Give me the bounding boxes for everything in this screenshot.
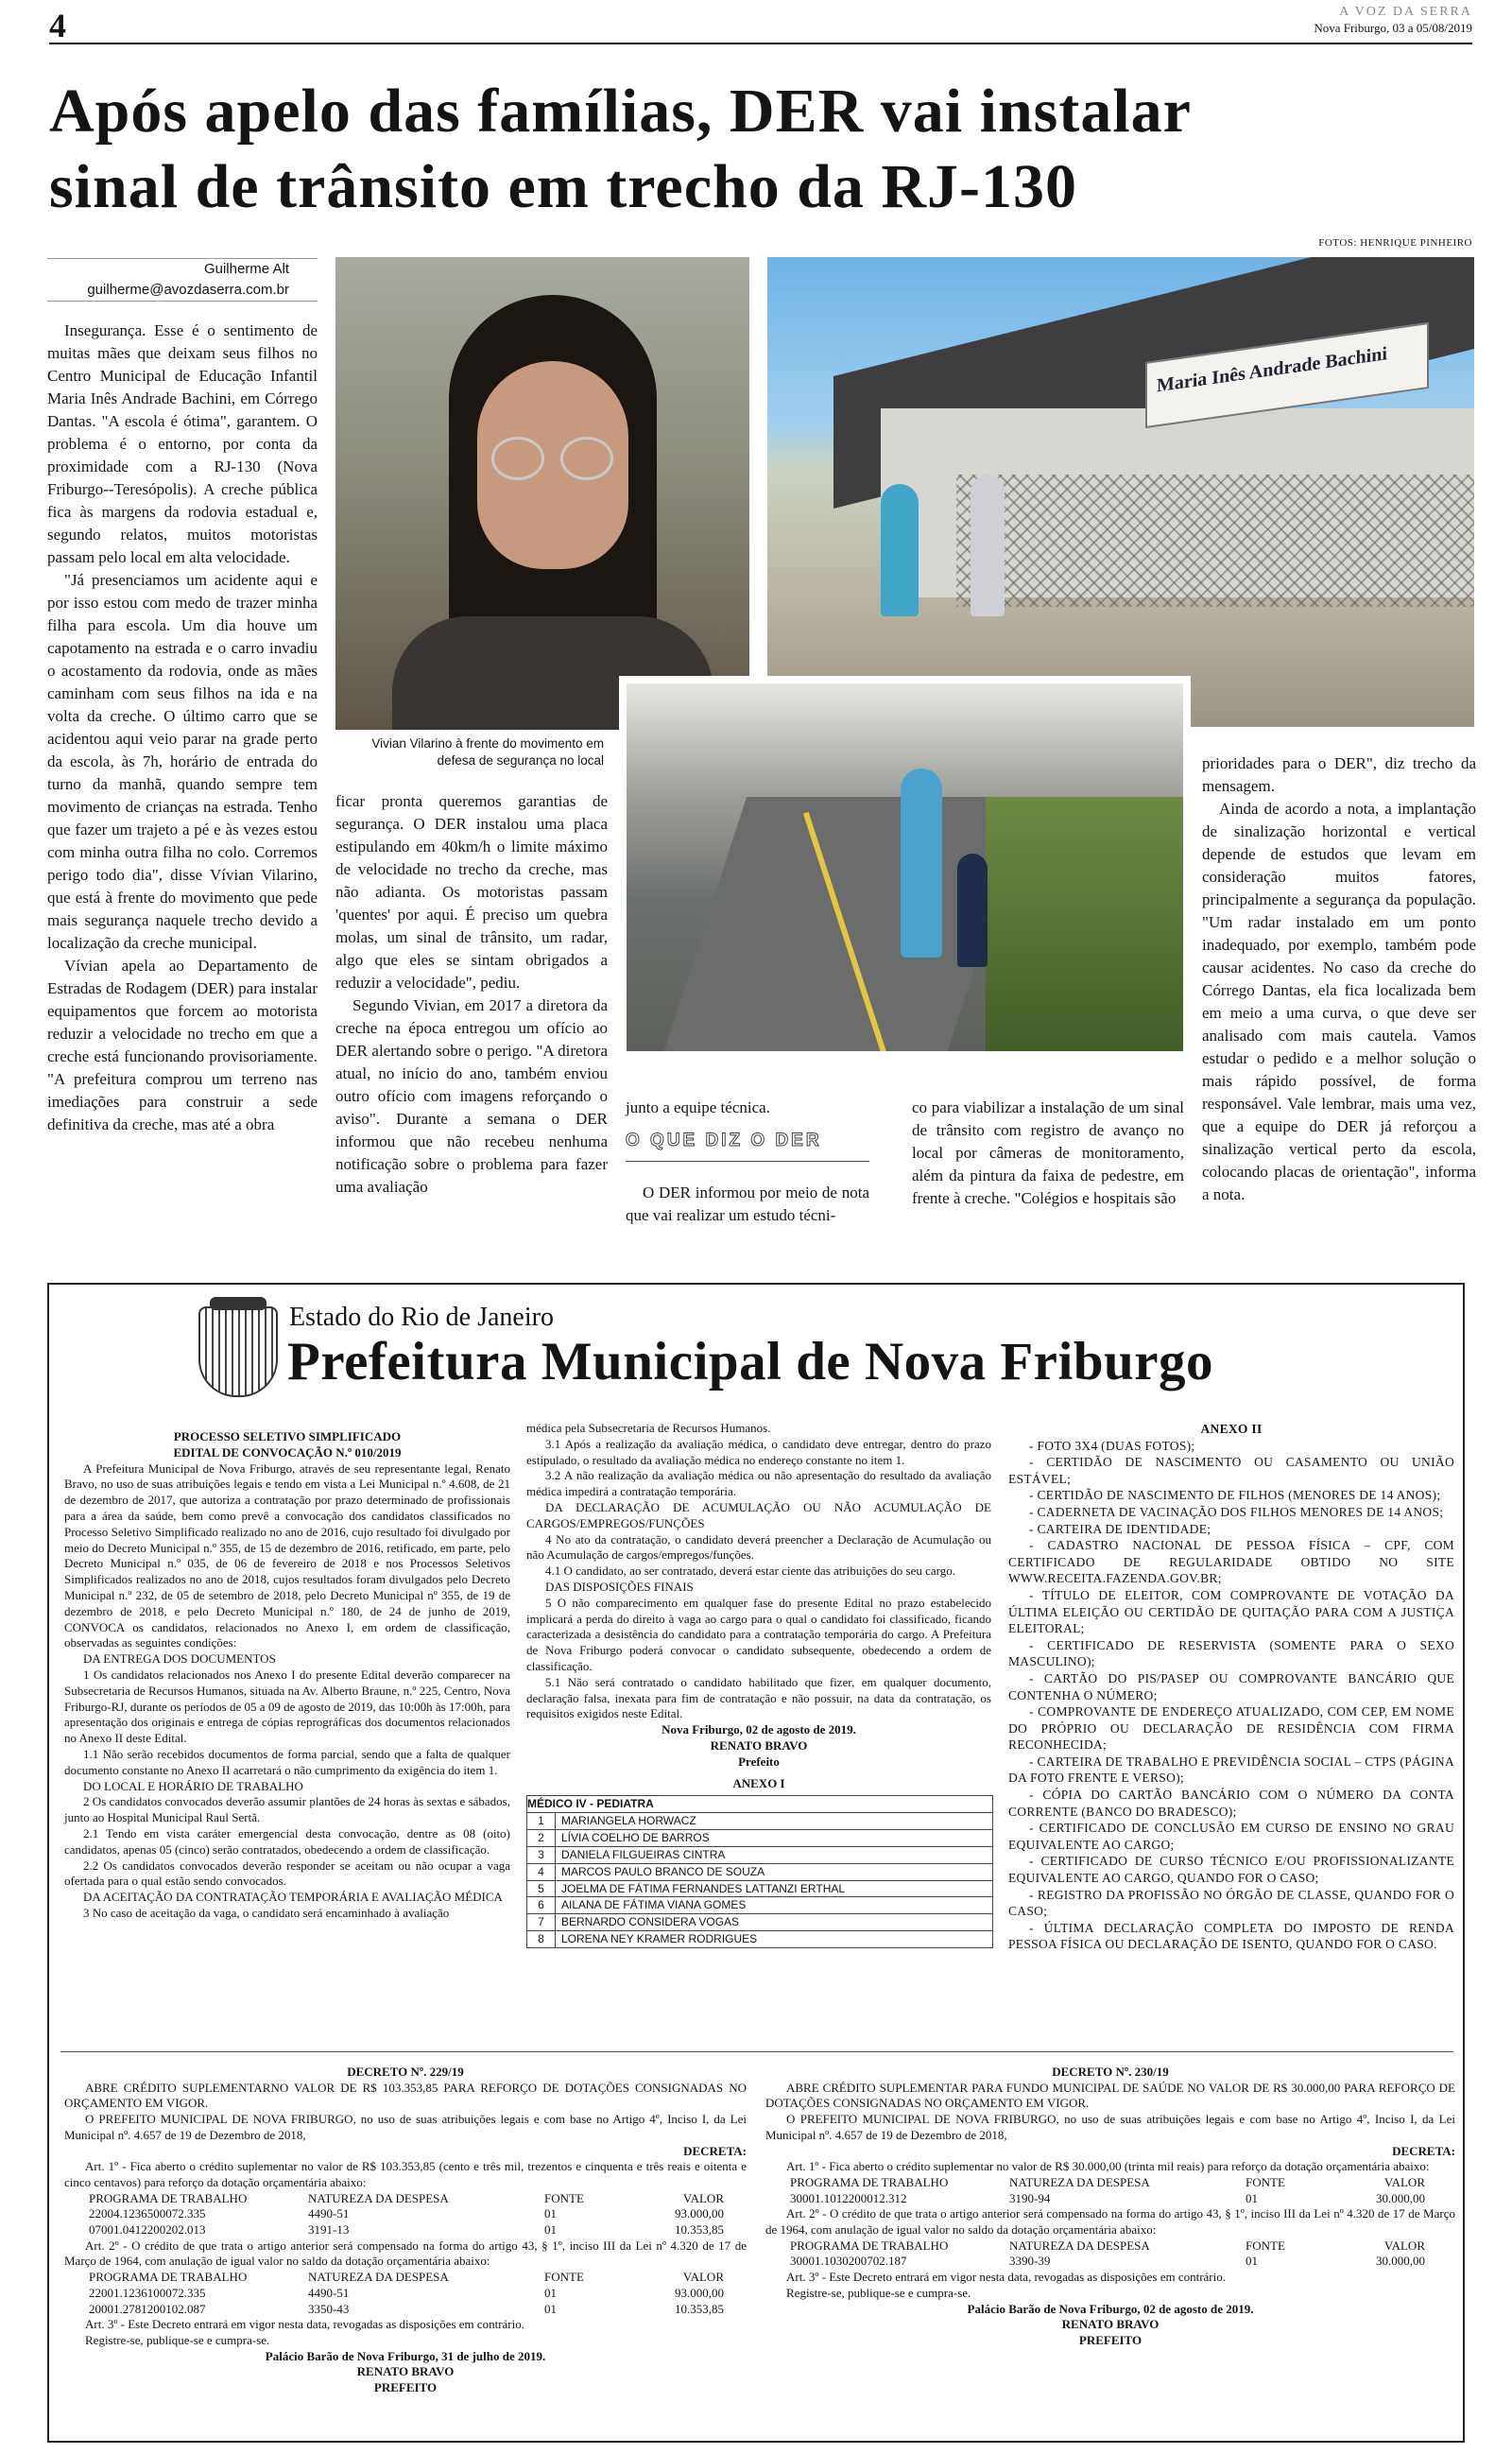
edital-column-3 bbox=[1008, 1421, 1454, 1953]
paragraph: prioridades para o DER", diz trecho da mensagem. bbox=[1202, 754, 1476, 795]
portrait-photo bbox=[335, 257, 749, 730]
table-cell: 22004.1236500072.335 bbox=[89, 2206, 206, 2221]
table-cell: NATUREZA DA DESPESA bbox=[1009, 2174, 1150, 2189]
table-cell: VALOR bbox=[682, 2190, 724, 2205]
newspaper-name: A VOZ DA SERRA bbox=[1339, 5, 1472, 19]
table-cell: FONTE bbox=[1246, 2238, 1285, 2253]
decree-lead: ABRE CRÉDITO SUPLEMENTAR PARA FUNDO MUNICIPAL DE SAÚDE NO VALOR DE R$ 30.000,00 PARA REFORÇO DE DOTAÇÕES CONSIGNADAS NO ORÇAMENTO EM VIGOR. bbox=[765, 2080, 1455, 2111]
paragraph: Ainda de acordo a nota, a implantação de sinalização horizontal e vertical depende de estudos que levam em consideração muitos fatores, principalmente a segurança da população. "Um radar instalado em um ponto inadequado, por exemplo, também pode causar acidentes. No caso da creche do Córrego Dantas, ela fica localizada bem em meio a uma curva, o que deve ser analisado com mais cautela. Vamos estudar o pedido e a melhor solução o mais rápido possível, de forma responsável. Vale lembrar, mais uma vez, que a equipe do DER já reforçou a sinalização vertical perto da escola, colocando placas de orientação", informa a nota. bbox=[1202, 800, 1476, 1203]
photo-person bbox=[971, 475, 1005, 616]
paragraph: Registre-se, publique-se e cumpra-se. bbox=[85, 2332, 270, 2347]
paragraph: 3 No caso de aceitação da vaga, o candidato será encaminhado à avaliação bbox=[83, 1905, 450, 1920]
table-row bbox=[527, 1880, 993, 1897]
table-cell: NATUREZA DA DESPESA bbox=[308, 2270, 449, 2285]
headline-line-2: sinal de trânsito em trecho da RJ-130 bbox=[49, 152, 1078, 221]
paragraph: Art. 3º - Este Decreto entrará em vigor nesta data, revogadas as disposições em contrário. bbox=[786, 2270, 1226, 2285]
paragraph: 5 O não comparecimento em qualquer fase do presente Edital no prazo estabelecido implicará a perda do direito à vaga ao cargo para o qual o candidato foi classificado, ficando caracterizada a desistência do candidato para a contratação temporária do cargo. A Prefeitura de Nova Friburgo poderá convocar o candidato subsequente, obedecendo a ordem de classificação. bbox=[526, 1595, 991, 1673]
issue-date: Nova Friburgo, 03 a 05/08/2019 bbox=[1314, 21, 1472, 35]
table-cell: 01 bbox=[1246, 2254, 1258, 2269]
paragraph: O PREFEITO MUNICIPAL DE NOVA FRIBURGO, no uso de suas atribuições legais e com base no Artigo 4º, Inciso I, da Lei Municipal nº. 4.657 de 19 de Dezembro de 2018, bbox=[64, 2112, 747, 2142]
table-cell: 7 bbox=[527, 1914, 556, 1931]
list-item: - CERTIFICADO DE RESERVISTA (SOMENTE PARA O SEXO MASCULINO); bbox=[1008, 1637, 1454, 1669]
table-cell: VALOR bbox=[1383, 2238, 1425, 2253]
author-name: Guilherme Alt bbox=[203, 261, 289, 277]
paragraph: 1 Os candidatos relacionados nos Anexo I do presente Edital deverão comparecer na Subsecretaria de Recursos Humanos, situada na Av. Alberto Braune, n.º 225, Centro, Nova Friburgo-RJ, durante os períodos de 05 a 09 de agosto de 2019, das 10:00h às 17:00h, para apresentação dos originais e entrega de cópias reprográficas dos documentos relacionados no Anexo II deste Edital. bbox=[64, 1667, 510, 1746]
list-item: - CERTIFICADO DE CURSO TÉCNICO E/OU PROFISSIONALIZANTE EQUIVALENTE AO CARGO, QUANDO FOR O CASO; bbox=[1008, 1854, 1454, 1886]
glasses-lens bbox=[560, 437, 613, 480]
masthead bbox=[1314, 4, 1472, 36]
signature-date: Nova Friburgo, 02 de agosto de 2019. bbox=[662, 1722, 856, 1737]
table-cell: JOELMA DE FÁTIMA FERNANDES LATTANZI ERTHAL bbox=[556, 1880, 993, 1897]
table-header-row bbox=[64, 2191, 747, 2207]
paragraph: Vívian apela ao Departamento de Estradas de Rodagem (DER) para instalar equipamentos que forcem ao motorista reduzir a velocidade no trecho em que a creche está funcionando provisoriamente. "A prefeitura comprou um terreno nas imediações para construir a sede definitiva da creche, mas até a obra bbox=[47, 957, 318, 1133]
table-cell: 01 bbox=[544, 2206, 557, 2221]
road-photo bbox=[619, 676, 1191, 1059]
annex-title: ANEXO II bbox=[1200, 1422, 1263, 1436]
table-cell: LÍVIA COELHO DE BARROS bbox=[556, 1830, 993, 1847]
school-sign: Maria Inês Andrade Bachini bbox=[1145, 322, 1429, 428]
article-column-2 bbox=[335, 790, 608, 1199]
photo-child bbox=[957, 854, 988, 967]
section-heading: DAS DISPOSIÇÕES FINAIS bbox=[545, 1579, 694, 1594]
edital-column-2 bbox=[526, 1421, 991, 1948]
table-header-row bbox=[527, 1796, 993, 1813]
photo-credit: FOTOS: HENRIQUE PINHEIRO bbox=[1318, 237, 1472, 249]
candidates-table bbox=[526, 1795, 993, 1947]
subhead-rule bbox=[626, 1161, 869, 1162]
table-cell: 10.353,85 bbox=[675, 2301, 724, 2316]
table-cell: 3350-43 bbox=[308, 2301, 350, 2316]
table-row bbox=[765, 2254, 1455, 2270]
byline bbox=[47, 258, 318, 302]
table-cell: PROGRAMA DE TRABALHO bbox=[89, 2270, 248, 2285]
table-cell: 3390-39 bbox=[1009, 2254, 1051, 2269]
edital-title: PROCESSO SELETIVO SIMPLIFICADO bbox=[173, 1429, 402, 1443]
table-cell: 07001.0412200202.013 bbox=[89, 2222, 206, 2238]
table-cell: NATUREZA DA DESPESA bbox=[308, 2190, 449, 2205]
annex-title: ANEXO I bbox=[732, 1775, 785, 1790]
table-header-row bbox=[64, 2270, 747, 2286]
table-row bbox=[527, 1863, 993, 1880]
table-cell: MARCOS PAULO BRANCO DE SOUZA bbox=[556, 1863, 993, 1880]
signature-name: RENATO BRAVO bbox=[1061, 2317, 1160, 2332]
article-headline bbox=[49, 74, 1467, 225]
table-cell: PROGRAMA DE TRABALHO bbox=[89, 2190, 248, 2205]
paragraph: O PREFEITO MUNICIPAL DE NOVA FRIBURGO, no uso de suas atribuições legais e com base no Artigo 4º, Inciso I, da Lei Municipal nº. 4.657 de 19 de Dezembro de 2018, bbox=[765, 2112, 1455, 2142]
table-cell: 6 bbox=[527, 1897, 556, 1914]
paragraph: "Já presenciamos um acidente aqui e por isso estou com medo de trazer minha filha para escola. Um dia houve um capotamento na estrada e o carro invadiu o acostamento da rodovia, onde as mães caminham com seus filhos na ida e na volta da creche. O último carro que se acidentou aqui veio parar na grade perto da escola, às 7h, horário de entrada do turno da manhã, quando sempre tem movimento de crianças na estrada. Tenho que fazer um trajeto a pé e às vezes estou com minha outra filha no colo. Corremos perigo todo dia", disse Vívian Vilarino, que está à frente do movimento que pede mais segurança naquele trecho devido a localização da creche municipal. bbox=[47, 571, 318, 952]
list-item: - ÚLTIMA DECLARAÇÃO COMPLETA DO IMPOSTO DE RENDA PESSOA FÍSICA OU DECLARAÇÃO DE ISENTO, QUANDO FOR O CASO. bbox=[1008, 1920, 1454, 1952]
table-row bbox=[527, 1914, 993, 1931]
table-row bbox=[527, 1897, 993, 1914]
paragraph: 3.2 A não realização da avaliação médica ou não apresentação do resultado da avaliação médica impedirá a contratação temporária. bbox=[526, 1468, 991, 1499]
signature-role: PREFEITO bbox=[373, 2380, 438, 2395]
photo-person bbox=[881, 484, 919, 616]
table-row bbox=[64, 2206, 747, 2222]
top-rule bbox=[49, 43, 1472, 44]
table-cell: 8 bbox=[527, 1930, 556, 1947]
table-cell: 93.000,00 bbox=[675, 2285, 724, 2300]
list-item: - FOTO 3X4 (DUAS FOTOS); bbox=[1029, 1438, 1195, 1453]
table-row bbox=[527, 1846, 993, 1863]
school-photo bbox=[767, 257, 1474, 727]
paragraph: Art. 2º - O crédito de que trata o artigo anterior será compensado na forma do artigo 43, § 1º, inciso III da Lei nº 4.320 de 17 de Março de 1964, com anulação de igual valor no saldo da dotação orçamentária abaixo: bbox=[64, 2238, 747, 2269]
table-cell: DANIELA FILGUEIRAS CINTRA bbox=[556, 1846, 993, 1863]
glasses-lens bbox=[491, 437, 544, 480]
table-cell: 4490-51 bbox=[308, 2206, 350, 2221]
table-cell: 3190-94 bbox=[1009, 2190, 1051, 2205]
paragraph: 2.2 Os candidatos convocados deverão responder se aceitam ou não ocupar a vaga ofertada para o qual estão sendo convocados. bbox=[64, 1858, 510, 1889]
paragraph: 3.1 Após a realização da avaliação médica, o candidato deve entregar, dentro do prazo estipulado, o resultado da avaliação médica no endereço constante no item 1. bbox=[526, 1436, 991, 1467]
headline-line-1: Após apelo das famílias, DER vai instalar bbox=[49, 77, 1192, 146]
table-cell: 3 bbox=[527, 1846, 556, 1863]
table-cell: AILANA DE FÁTIMA VIANA GOMES bbox=[556, 1897, 993, 1914]
section-heading: DA ACEITAÇÃO DA CONTRATAÇÃO TEMPORÁRIA E AVALIAÇÃO MÉDICA bbox=[83, 1890, 503, 1905]
table-header-row bbox=[765, 2175, 1455, 2191]
table-cell: 4 bbox=[527, 1863, 556, 1880]
section-heading: DA DECLARAÇÃO DE ACUMULAÇÃO OU NÃO ACUMULAÇÃO DE CARGOS/EMPREGOS/FUNÇÕES bbox=[526, 1499, 991, 1530]
signature-name: RENATO BRAVO bbox=[356, 2364, 455, 2379]
signature-role: Prefeito bbox=[738, 1754, 780, 1769]
table-row bbox=[527, 1930, 993, 1947]
subhead: O QUE DIZ O DER bbox=[626, 1131, 822, 1150]
table-cell: 01 bbox=[1246, 2190, 1258, 2205]
paragraph: 1.1 Não serão recebidos documentos de forma parcial, sendo que a falta de qualquer documento constante no Anexo II acarretará o não cumprimento da exigência do item 1. bbox=[64, 1746, 510, 1777]
table-cell: NATUREZA DA DESPESA bbox=[1009, 2238, 1150, 2253]
paragraph: Art. 3º - Este Decreto entrará em vigor nesta data, revogadas as disposições em contrário. bbox=[85, 2317, 524, 2332]
table-cell: 30.000,00 bbox=[1376, 2254, 1425, 2269]
table-row bbox=[527, 1830, 993, 1847]
table-cell: FONTE bbox=[544, 2270, 584, 2285]
list-item: - CADERNETA DE VACINAÇÃO DOS FILHOS MENORES DE 14 ANOS; bbox=[1029, 1504, 1444, 1519]
table-row bbox=[527, 1813, 993, 1830]
table-cell: 3191-13 bbox=[308, 2222, 350, 2238]
table-row bbox=[765, 2191, 1455, 2207]
paragraph: Art. 2º - O crédito de que trata o artigo anterior será compensado na forma do artigo 43, § 1º, inciso III da Lei nº 4.320 de 17 de Março de 1964, com anulação de igual valor no saldo da dotação orçamentária abaixo: bbox=[765, 2206, 1455, 2238]
decree-230 bbox=[765, 2065, 1455, 2349]
photo-caption: Vivian Vilarino à frente do movimento em defesa de segurança no local bbox=[371, 736, 604, 768]
list-item: - CADASTRO NACIONAL DE PESSOA FÍSICA – CPF, COM CERTIFICADO DE REGULARIDADE OBTIDO NO SITE WWW.RECEITA.FAZENDA.GOV.BR; bbox=[1008, 1538, 1454, 1586]
state-name: Estado do Rio de Janeiro bbox=[289, 1303, 554, 1332]
paragraph: Segundo Vivian, em 2017 a diretora da creche na época entregou um ofício ao DER alertando sobre o perigo. "A diretora atual, no início do ano, também enviou outro ofício com imagens reforçando o aviso". Durante a semana o DER informou que não recebeu nenhuma notificação sobre o problema para fazer uma avaliação bbox=[335, 996, 608, 1196]
page-number: 4 bbox=[49, 7, 66, 44]
table-row bbox=[64, 2302, 747, 2318]
list-item: - CARTÃO DO PIS/PASEP OU COMPROVANTE BANCÁRIO QUE CONTENHA O NÚMERO; bbox=[1008, 1670, 1454, 1702]
table-cell: 4490-51 bbox=[308, 2285, 350, 2300]
table-cell: 5 bbox=[527, 1880, 556, 1897]
paragraph: Art. 1º - Fica aberto o crédito suplementar no valor de R$ 30.000,00 (trinta mil reais) para reforço da dotação orçamentária abaixo: bbox=[786, 2159, 1430, 2174]
decree-decreta: DECRETA: bbox=[683, 2143, 747, 2158]
paragraph: 2 Os candidatos convocados deverão assumir plantões de 24 horas às sextas e sábados, junto ao Hospital Municipal Raul Sertã. bbox=[64, 1794, 510, 1825]
table-cell: 30001.1030200702.187 bbox=[790, 2254, 907, 2269]
table-cell: 10.353,85 bbox=[675, 2222, 724, 2238]
list-item: - COMPROVANTE DE ENDEREÇO ATUALIZADO, COM CEP, EM NOME DO PRÓPRIO OU DECLARAÇÃO DE RESIDÊNCIA COM FIRMA RECONHECIDA; bbox=[1008, 1704, 1454, 1753]
decree-title: DECRETO Nº. 229/19 bbox=[347, 2065, 464, 2079]
signature-name: RENATO BRAVO bbox=[710, 1737, 808, 1753]
paragraph: Insegurança. Esse é o sentimento de muitas mães que deixam seus filhos no Centro Municipal de Educação Infantil Maria Inês Andrade Bachini, em Córrego Dantas. "A escola é ótima", garantem. O problema é o entorno, por conta da proximidade com a RJ-130 (Nova Friburgo--Teresópolis). A creche pública fica às margens da rodovia estadual e, segundo relatos, muitos motoristas passam pelo local em alta velocidade. bbox=[47, 321, 318, 566]
table-cell: 93.000,00 bbox=[675, 2206, 724, 2221]
article-column-3-top: junto a equipe técnica. bbox=[626, 1098, 770, 1116]
table-cell: VALOR bbox=[682, 2270, 724, 2285]
table-cell: 30.000,00 bbox=[1376, 2190, 1425, 2205]
article-column-5 bbox=[1202, 752, 1476, 1206]
paragraph: 2.1 Tendo em vista caráter emergencial desta convocação, dentre as 08 (oito) candidatos, apenas 05 (cinco) serão contratados, obedecendo a ordem de classificação. bbox=[64, 1825, 510, 1857]
table-cell: 20001.2781200102.087 bbox=[89, 2301, 206, 2316]
list-item: - CERTIDÃO DE NASCIMENTO DE FILHOS (MENORES DE 14 ANOS); bbox=[1029, 1488, 1441, 1503]
list-item: - CARTEIRA DE TRABALHO E PREVIDÊNCIA SOCIAL – CTPS (PÁGINA DA FOTO FRENTE E VERSO); bbox=[1008, 1754, 1454, 1786]
list-item: - REGISTRO DA PROFISSÃO NO ÓRGÃO DE CLASSE, QUANDO FOR O CASO; bbox=[1008, 1887, 1454, 1919]
coat-of-arms-icon bbox=[198, 1306, 278, 1397]
decree-229 bbox=[64, 2065, 747, 2396]
photo-fence bbox=[956, 475, 1474, 607]
table-cell: PROGRAMA DE TRABALHO bbox=[790, 2174, 949, 2189]
table-cell: 22001.1236100072.335 bbox=[89, 2285, 206, 2300]
table-cell: FONTE bbox=[1246, 2174, 1285, 2189]
paragraph: Art. 1º - Fica aberto o crédito suplementar no valor de R$ 103.353,85 (cento e três mil, trezentos e cinquenta e três reais e oitenta e cinco centavos) para reforço da dotação orçamentária abaixo: bbox=[64, 2159, 747, 2189]
decree-decreta: DECRETA: bbox=[1392, 2143, 1455, 2158]
photo-mother bbox=[901, 769, 942, 958]
article-column-1 bbox=[47, 320, 318, 1136]
signature-date: Palácio Barão de Nova Friburgo, 02 de agosto de 2019. bbox=[967, 2301, 1254, 2316]
paragraph: médica pela Subsecretaria de Recursos Humanos. bbox=[526, 1421, 771, 1435]
table-cell: FONTE bbox=[544, 2190, 584, 2205]
table-cell: MARIANGELA HORWACZ bbox=[556, 1813, 993, 1830]
table-header: MÉDICO IV - PEDIATRA bbox=[527, 1796, 993, 1813]
decree-title: DECRETO Nº. 230/19 bbox=[1052, 2065, 1169, 2079]
table-cell: 1 bbox=[527, 1813, 556, 1830]
list-item: - CERTIFICADO DE CONCLUSÃO EM CURSO DE ENSINO NO GRAU EQUIVALENTE AO CARGO; bbox=[1008, 1821, 1454, 1852]
list-item: - CERTIDÃO DE NASCIMENTO OU CASAMENTO OU UNIÃO ESTÁVEL; bbox=[1008, 1455, 1454, 1486]
author-email: guilherme@avozdaserra.com.br bbox=[87, 282, 289, 298]
edital-column-1 bbox=[64, 1429, 510, 1922]
table-cell: PROGRAMA DE TRABALHO bbox=[790, 2238, 949, 2253]
list-item: - CARTEIRA DE IDENTIDADE; bbox=[1029, 1521, 1211, 1536]
paragraph: 4.1 O candidato, ao ser contratado, deverá estar ciente das atribuições do seu cargo. bbox=[545, 1564, 956, 1579]
paragraph: 4 No ato da contratação, o candidato deverá preencher a Declaração de Acumulação ou não Acumulação de cargos/empregos/funções. bbox=[526, 1531, 991, 1563]
article-column-4: co para viabilizar a instalação de um sinal de trânsito com registro de avanço no local por câmeras de monitoramento, além da pintura da faixa de pedestre, em frente à creche. "Colégios e hospitais são bbox=[912, 1098, 1184, 1207]
list-item: - TÍTULO DE ELEITOR, COM COMPROVANTE DE VOTAÇÃO DA ÚLTIMA ELEIÇÃO OU CERTIDÃO DE QUITAÇÃO PARA COM A JUSTIÇA ELEITORAL; bbox=[1008, 1587, 1454, 1636]
edital-subtitle: EDITAL DE CONVOCAÇÃO N.º 010/2019 bbox=[173, 1444, 402, 1460]
signature-date: Palácio Barão de Nova Friburgo, 31 de julho de 2019. bbox=[265, 2348, 546, 2363]
table-cell: 30001.1012200012.312 bbox=[790, 2190, 907, 2205]
table-cell: 01 bbox=[544, 2222, 557, 2238]
table-header-row bbox=[765, 2238, 1455, 2255]
paragraph: 5.1 Não será contratado o candidato habilitado que fizer, em qualquer documento, declaração falsa, inexata para fim de contratação e não possuir, na data da contratação, os requisitos exigidos neste Edital. bbox=[526, 1674, 991, 1721]
table-cell: LORENA NEY KRAMER RODRIGUES bbox=[556, 1930, 993, 1947]
article-column-3 bbox=[626, 1182, 869, 1227]
section-heading: DO LOCAL E HORÁRIO DE TRABALHO bbox=[83, 1778, 303, 1793]
table-row bbox=[64, 2286, 747, 2302]
signature-role: PREFEITO bbox=[1078, 2332, 1143, 2347]
prefecture-name: Prefeitura Municipal de Nova Friburgo bbox=[287, 1332, 1214, 1391]
paragraph: ficar pronta queremos garantias de segurança. O DER instalou uma placa estipulando em 40km/h o limite máximo de velocidade no trecho da creche, mas não adianta. Os motoristas passam 'quentes' por aqui. É preciso um quebra molas, um sinal de trânsito, um radar, algo que eles se sintam obrigados a reduzir a velocidade", pediu. bbox=[335, 792, 608, 992]
table-cell: 01 bbox=[544, 2301, 557, 2316]
paragraph: Registre-se, publique-se e cumpra-se. bbox=[786, 2285, 971, 2300]
paragraph: A Prefeitura Municipal de Nova Friburgo, através de seu representante legal, Renato Bravo, no uso de suas atribuições legais e tendo em vista a Lei Municipal n.º 4.608, de 21 de dezembro de 2017, que autoriza a contratação por prazo determinado de profissionais para a área da saúde, bem como prevê a convocação dos candidatos classificados no Processo Seletivo Simplificado realizado no ano de 2016, cujo resultado foi divulgado por meio do Decreto Municipal n.º 355, de 15 de dezembro de 2016, retificado, em parte, pelo Decreto Municipal n.º 035, de 06 de fevereiro de 2018 e nos Processos Seletivos Simplificados realizados no ano de 2018, cujos resultados foram divulgados pelo Decreto Municipal n.º 232, de 05 de setembro de 2018, pelo Decreto Municipal nº 355, de 19 de dezembro de 2018, e pelo Decreto Municipal n.º 180, de 24 de junho de 2019, CONVOCA os candidatos, relacionados no Anexo I, em ordem de classificação, observadas as seguintes condições: bbox=[64, 1460, 510, 1650]
paragraph: O DER informou por meio de nota que vai realizar um estudo técni- bbox=[626, 1184, 869, 1224]
table-cell: VALOR bbox=[1383, 2174, 1425, 2189]
table-cell: 2 bbox=[527, 1830, 556, 1847]
photo-grass bbox=[986, 797, 1191, 1059]
table-row bbox=[64, 2222, 747, 2238]
section-divider bbox=[60, 2051, 1453, 2052]
table-cell: 01 bbox=[544, 2285, 557, 2300]
section-heading: DA ENTREGA DOS DOCUMENTOS bbox=[83, 1651, 276, 1667]
decree-lead: ABRE CRÉDITO SUPLEMENTARNO VALOR DE R$ 103.353,85 PARA REFORÇO DE DOTAÇÕES CONSIGNADAS NO ORÇAMENTO EM VIGOR. bbox=[64, 2080, 747, 2111]
table-cell: BERNARDO CONSIDERA VOGAS bbox=[556, 1914, 993, 1931]
list-item: - CÓPIA DO CARTÃO BANCÁRIO COM O NÚMERO DA CONTA CORRENTE (BANCO DO BRADESCO); bbox=[1008, 1788, 1454, 1819]
